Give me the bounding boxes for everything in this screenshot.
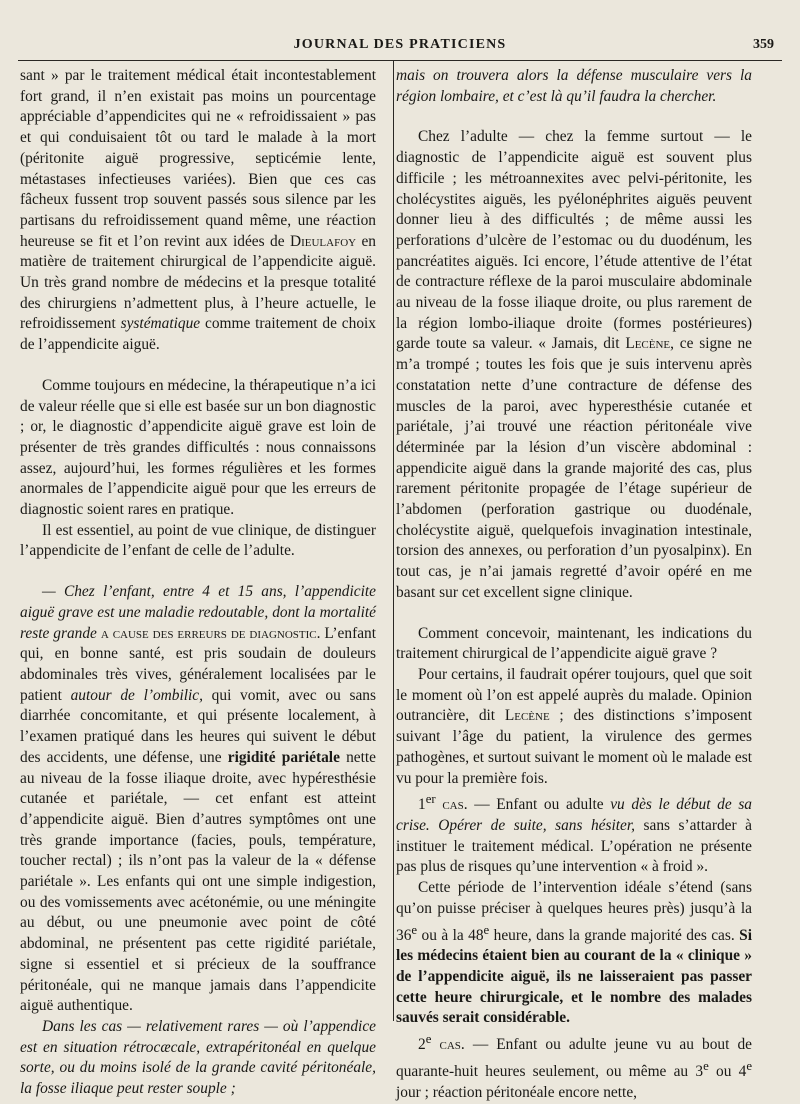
left-column: [20, 66, 376, 1100]
header-rule: [18, 60, 782, 61]
right-column: [396, 66, 752, 1104]
text-run: sant » par le traitement médical était incontestablement fort grand, il n’en existait pas moins un pourcentage appréciable d’appendicites qui ne « refroidissaient » pas et qui conduisaient tôt ou tard le malade à la mort (péritonite aiguë progressive, septicémie lente, métastases infectieuses variées). Bien que ces cas fâcheux fussent trop souvent passés sous silence par les partisans du refroidissement quand même, une réaction heureuse se fit et l’on revint aux idées de: [20, 67, 376, 250]
paragraph-chez-enfant: [20, 582, 376, 1017]
author-name: Lecène: [504, 707, 550, 725]
small-caps-phrase: a cause des erreurs de diagnostic.: [96, 624, 321, 642]
text-run: L’enfant qui, en bonne santé, est pris soudain de douleurs abdominales très vives, généralement localisées par le patient: [20, 624, 376, 704]
text-run: en matière de traitement chirurgical de l’appendicite aiguë. Un très grand nombre de médecins et la presque totalité des chirurgiens n’admettent plus, à l’heure actuelle, le refroidissement: [20, 232, 377, 333]
text-run: ou à la 48: [417, 926, 484, 944]
ordinal-suffix: e: [746, 1059, 753, 1074]
case-label: cas.: [435, 796, 468, 814]
paragraph-enfant-adulte: Il est essentiel, au point de vue clinique, de distinguer l’appendicite de l’enfant de celle de l’adulte.: [20, 521, 376, 560]
column-divider: [393, 61, 394, 1021]
paragraph-indications: Comment concevoir, maintenant, les indications du traitement chirurgical de l’appendicite aiguë grave ?: [396, 624, 752, 663]
case-label: cas.: [431, 1036, 465, 1054]
emphasis: systématique: [120, 315, 201, 333]
ordinal-suffix: e: [411, 922, 418, 937]
running-header: [18, 34, 782, 56]
emphasis: vu dès le début de sa crise. Opérer de suite, sans hésiter,: [396, 796, 753, 835]
ordinal-suffix: er: [425, 792, 436, 807]
page-number: 359: [753, 37, 774, 52]
paragraph-retrocaecale: Dans les cas — relativement rares — où l’appendice est en situation rétrocæcale, extrapéritonéal en quelque sorte, ou du moins isolé de la grande cavité péritonéale, la fosse iliaque peut rester souple ;: [20, 1017, 376, 1098]
text-run: comme traitement de choix de l’appendicite aiguë.: [20, 315, 376, 354]
text-run: — Enfant ou adulte jeune vu au bout de quarante-huit heures seulement, ou même au 3: [396, 1036, 752, 1081]
text-run: jour ; réaction péritonéale encore nette,: [396, 1083, 637, 1101]
text-run: Pour certains, il faudrait opérer toujours, quel que soit le moment où l’on est appelé auprès du malade. Opinion outrancière, dit: [396, 665, 752, 725]
emphasis: — Chez l’enfant, entre 4 et 15 ans, l’appendicite aiguë grave est une maladie redoutable, dont la mortalité reste grande: [20, 583, 376, 642]
emphasis: autour de l’ombilic,: [70, 686, 203, 704]
paragraph-region-lombaire: mais on trouvera alors la défense musculaire vers la région lombaire, et c’est là qu’il faudra la chercher.: [396, 67, 752, 105]
text-run: sans s’attarder à instituer le traitement médical. L’opération ne présente pas plus de risques qu’une intervention « à froid ».: [396, 817, 752, 876]
text-run: , ce signe ne m’a trompé ; toutes les fois que je suis intervenu après constatation nette d’une contracture de défense des muscles de la paroi, avec hyperesthésie cutanée et pariétale, j’ai trouvé une réaction péritonéale vive déterminée par la lésion d’un viscère abdominal : appendicite aiguë dans la grande majorité des cas, plus rarement péritonite propagée de l’étage supérieur de l’abdomen (perforation gastrique ou duodénale, cholécystite aiguë, quelquefois invagination intestinale, torsion des annexes, ou perforation d’un pyosalpinx). En tout cas, je n’ai jamais regretté d’avoir opéré en me basant sur cet excellent signe clinique.: [396, 335, 752, 601]
paragraph-deuxieme-cas: [396, 1029, 752, 1103]
paragraph-chez-adulte: [396, 127, 752, 603]
text-run: ou 4: [708, 1063, 747, 1081]
text-run: nette au niveau de la fosse iliaque droite, avec hypéresthésie cutanée et pariétale, — cet enfant est atteint d’appendicite aiguë. Bien d’autres symptômes ont une très grande importance (facies, pouls, température, toucher rectal) ; ils n’ont pas la valeur de la « défense pariétale ». Les enfants qui ont une simple indigestion, ou des vomissements avec acétonémie, ou une méningite au début, ou une pneumonie avec point de côté abdominal, ne présentent pas cette rigidité pariétale, signe si essentiel et si précieux de la souffrance péritonéale, qui ne manque jamais dans l’appendicite aiguë authentique.: [20, 748, 376, 1015]
text-run: ; des distinctions s’imposent suivant l’âge du patient, la virulence des germes pathogènes, et surtout suivant le moment où le malade est vu pour la première fois.: [396, 707, 752, 787]
text-run: Chez l’adulte — chez la femme surtout — le diagnostic de l’appendicite aiguë est souvent plus difficile ; les métroannexites avec pelvi-péritonite, les cholécystites aiguës, les pyélonéphrites aiguës peuvent donner lieu à des difficultés ; de même aussi les perforations d’ulcère de l’estomac ou du duodénum, les pancréatites aiguës. Ici encore, l’étude attentive de l’état de contracture réflexe de la paroi musculaire abdominale au niveau de la fosse iliaque droite, ou plus rarement de la région lombo-iliaque droite (formes postérieures) garde toute sa valeur. « Jamais, dit: [396, 128, 752, 353]
paragraph-refroidissement: [20, 66, 376, 356]
bold-phrase: rigidité pariétale: [227, 748, 340, 766]
text-run: Cette période de l’intervention idéale s’étend (sans qu’on puisse préciser à quelques heures près) jusqu’à la 36: [396, 879, 752, 944]
paragraph-diagnostic: Comme toujours en médecine, la thérapeutique n’a ici de valeur réelle que si elle est basée sur un bon diagnostic ; or, le diagnostic d’appendicite aiguë grave est loin de présenter de très grandes difficultés : nous connaissons assez, aujourd’hui, les formes régulières et les formes anormales de l’appendicite aiguë pour que les erreurs de diagnostic soient rares en pratique.: [20, 376, 376, 519]
journal-title: JOURNAL DES PRATICIENS: [293, 37, 507, 52]
text-run: qui vomit, avec ou sans diarrhée concomitante, et qui présente localement, à l’examen pratiqué dans les heures qui suivent le début des accidents, une défense, une: [20, 686, 376, 766]
ordinal-suffix: e: [703, 1059, 709, 1074]
text-run: heure, dans la grande majorité des cas.: [489, 926, 740, 944]
bold-phrase: Si les médecins étaient bien au courant de la « clinique » de l’appendicite aiguë, ils ne laisseraient pas passer cette heure chirurgicale, et le nombre des malades sauvés serait considérable.: [396, 926, 752, 1027]
text-run: — Enfant ou adulte: [467, 796, 611, 814]
author-name: Lecène: [625, 335, 671, 353]
author-name: Dieulafoy: [289, 232, 357, 250]
case-number: 2: [418, 1036, 426, 1054]
paragraph-operer-toujours: [396, 665, 752, 789]
paragraph-premier-cas: [396, 789, 752, 878]
case-number: 1: [418, 796, 426, 814]
ordinal-suffix: e: [425, 1032, 432, 1047]
ordinal-suffix: e: [483, 922, 490, 937]
paragraph-periode-ideale: [396, 878, 752, 1029]
